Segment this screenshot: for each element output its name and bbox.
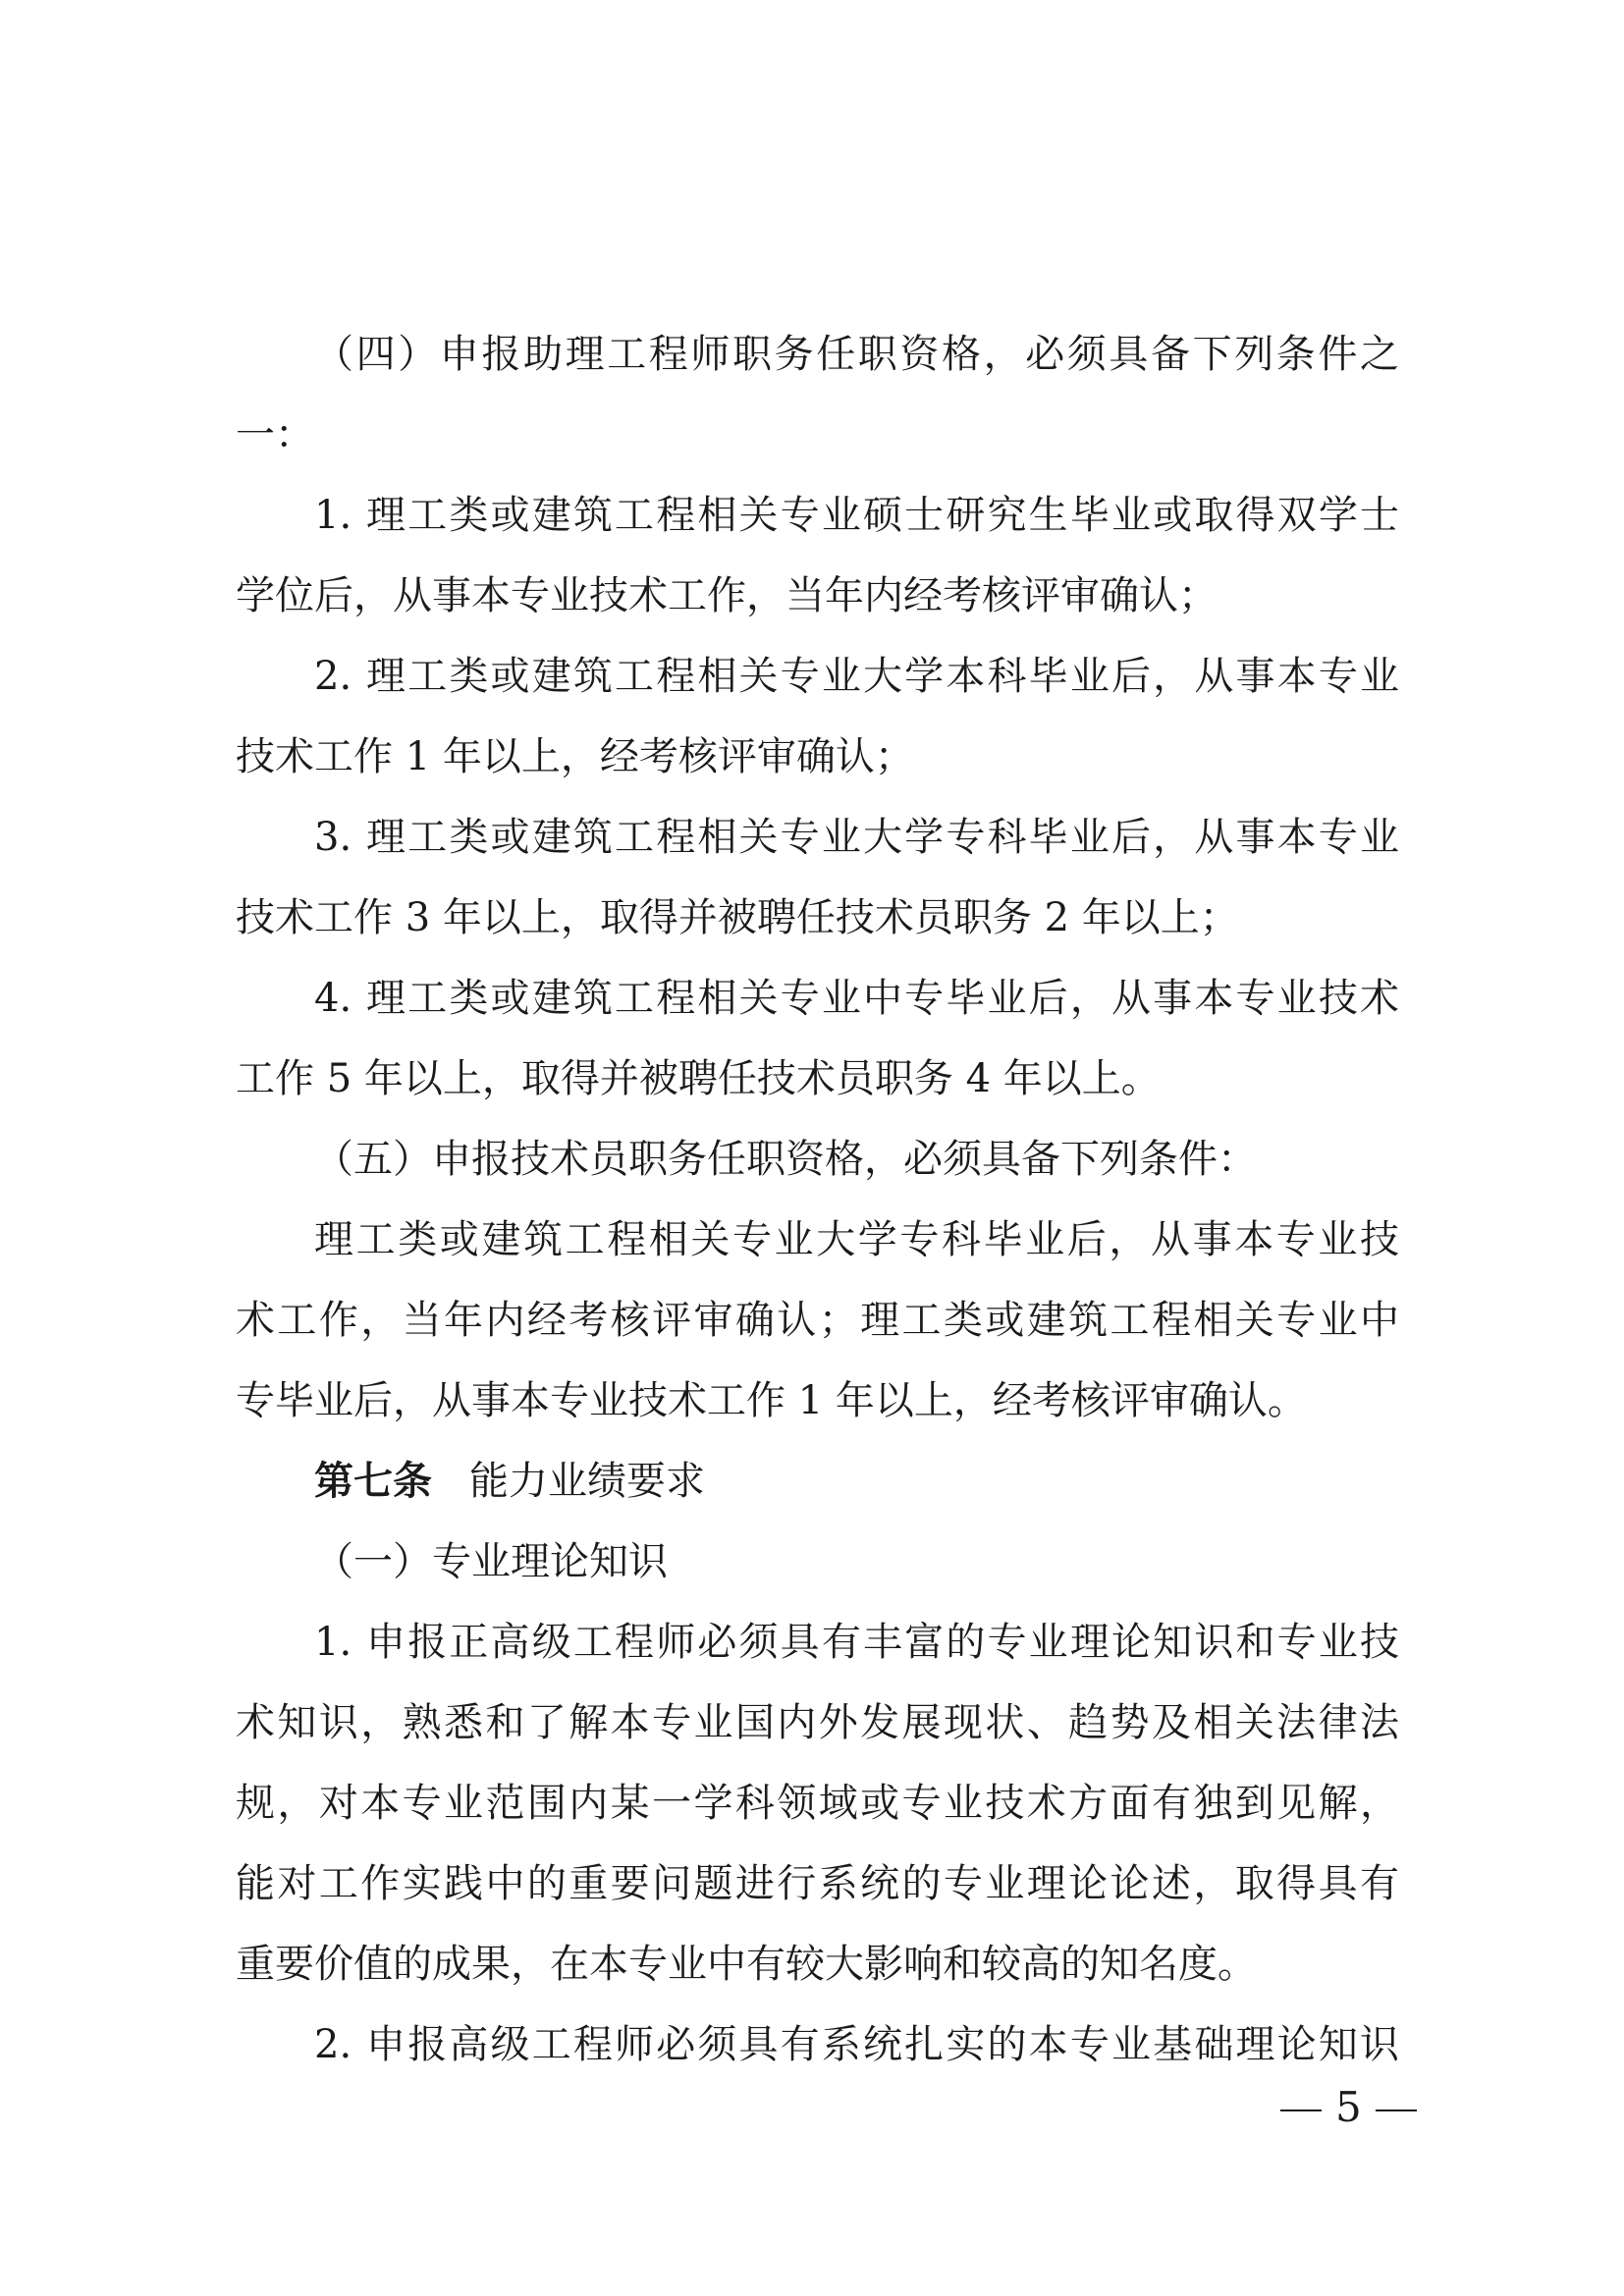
footer-dash-right: [1376, 2109, 1417, 2111]
text-line: （四）申报助理工程师职务任职资格，必须具备下列条件之: [314, 332, 1399, 377]
text-line: 一：: [236, 412, 314, 457]
text-line: 技术工作 3 年以上，取得并被聘任技术员职务 2 年以上；: [236, 895, 1239, 940]
text-line: 技术工作 1 年以上，经考核评审确认；: [236, 734, 914, 779]
text-line: 1. 理工类或建筑工程相关专业硕士研究生毕业或取得双学士: [314, 493, 1399, 538]
text-line: 理工类或建筑工程相关专业大学专科毕业后，从事本专业技: [314, 1217, 1399, 1262]
page-footer: [1267, 2083, 1414, 2131]
text-line: 能对工作实践中的重要问题进行系统的专业理论论述，取得具有: [236, 1861, 1399, 1906]
text-line: 学位后，从事本专业技术工作，当年内经考核评审确认；: [236, 573, 1218, 618]
text-line: 术工作，当年内经考核评审确认；理工类或建筑工程相关专业中: [236, 1298, 1399, 1343]
text-line: 1. 申报正高级工程师必须具有丰富的专业理论知识和专业技: [314, 1620, 1399, 1665]
text-line: 重要价值的成果，在本专业中有较大影响和较高的知名度。: [236, 1942, 1257, 1987]
text-line: 2. 申报高级工程师必须具有系统扎实的本专业基础理论知识: [314, 2022, 1399, 2067]
text-line: 规，对本专业范围内某一学科领域或专业技术方面有独到见解，: [236, 1781, 1399, 1826]
section-heading: （五）申报技术员职务任职资格，必须具备下列条件：: [314, 1137, 1257, 1182]
text-line: 4. 理工类或建筑工程相关专业中专毕业后，从事本专业技术: [314, 976, 1399, 1021]
text-line: 专毕业后，从事本专业技术工作 1 年以上，经考核评审确认。: [236, 1378, 1307, 1423]
article-number: 第七条: [314, 1459, 432, 1504]
article-heading: [236, 1441, 1399, 1522]
text-line: 工作 5 年以上，取得并被聘任技术员职务 4 年以上。: [236, 1056, 1161, 1101]
footer-dash-left: [1280, 2109, 1322, 2111]
page-number: 5: [1335, 2083, 1362, 2131]
article-title: 能力业绩要求: [469, 1459, 705, 1504]
document-body: [236, 314, 1399, 2085]
section-heading: （一）专业理论知识: [314, 1539, 668, 1584]
text-line: 2. 理工类或建筑工程相关专业大学本科毕业后，从事本专业: [314, 654, 1399, 699]
text-line: 3. 理工类或建筑工程相关专业大学专科毕业后，从事本专业: [314, 815, 1399, 860]
text-line: 术知识，熟悉和了解本专业国内外发展现状、趋势及相关法律法: [236, 1700, 1399, 1745]
